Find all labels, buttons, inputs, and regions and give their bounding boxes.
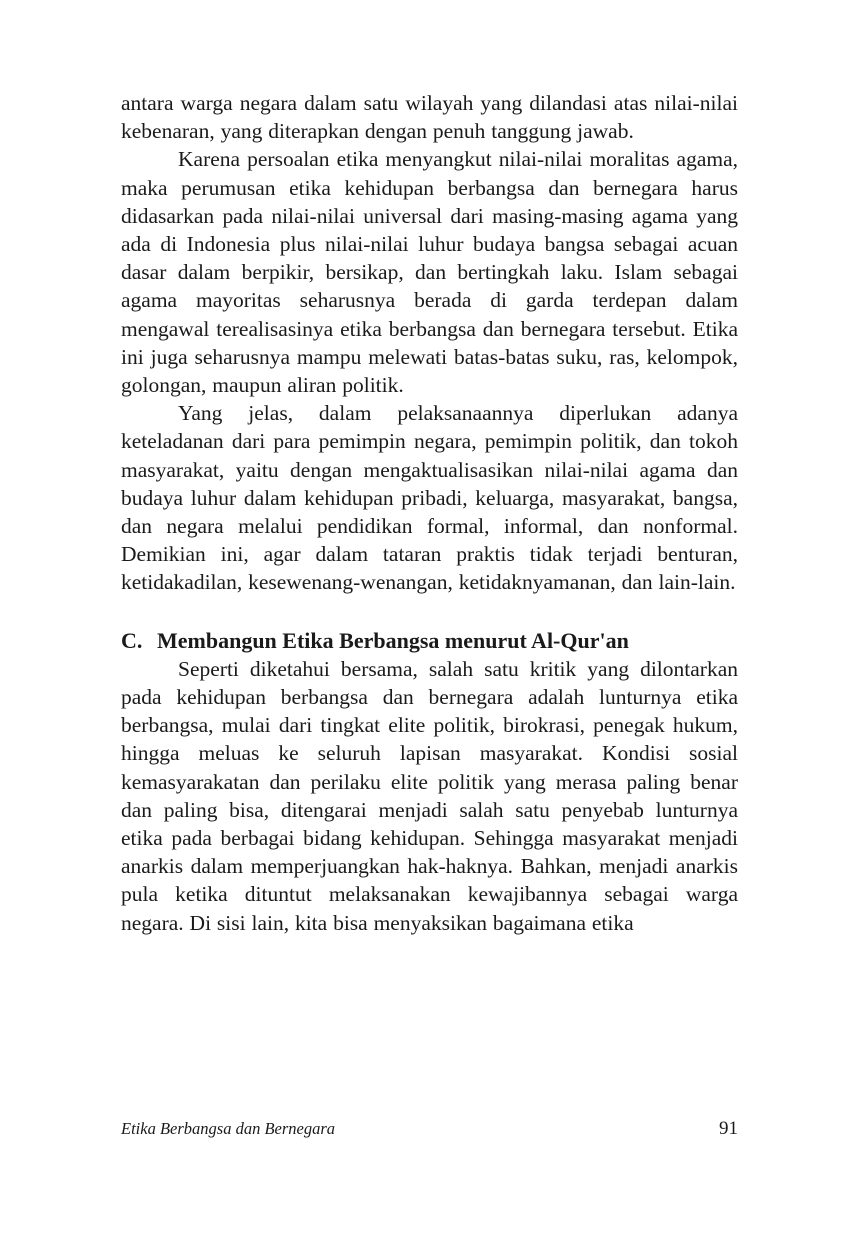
page-footer bbox=[121, 1118, 738, 1140]
section-letter: C. bbox=[121, 627, 143, 653]
paragraph-continuation: antara warga negara dalam satu wilayah yang dilandasi atas nilai-nilai kebenaran, yang diterapkan dengan penuh tanggung jawab. bbox=[121, 91, 738, 144]
footer-book-title: Etika Berbangsa dan Bernegara bbox=[121, 1119, 336, 1138]
paragraph-ethics-religion: Karena persoalan etika menyangkut nilai-nilai moralitas agama, maka perumusan etika kehidupan berbangsa dan bernegara harus didasarkan pada nilai-nilai universal dari masing-masing agama yang ada di Indonesia plus nilai-nilai luhur budaya bangsa sebagai acuan dasar dalam berpikir, bersikap, dan bertingkah laku. Islam sebagai agama mayoritas seharusnya berada di garda terdepan dalam mengawal terealisasinya etika berbangsa dan bernegara tersebut. Etika ini juga seharusnya mampu melewati batas-batas suku, ras, kelompok, golongan, maupun aliran politik. bbox=[121, 147, 738, 398]
page-body bbox=[121, 89, 738, 937]
paragraph-leadership-example: Yang jelas, dalam pelaksanaannya diperlukan adanya keteladanan dari para pemimpin negara, pemimpin politik, dan tokoh masyarakat, yaitu dengan mengaktualisasikan nilai-nilai agama dan budaya luhur dalam kehidupan pribadi, keluarga, masyarakat, bangsa, dan negara melalui pendidikan formal, informal, dan nonformal. Demikian ini, agar dalam tataran praktis tidak terjadi benturan, ketidakadilan, kesewenang-wenangan, ketidaknyamanan, dan lain-lain. bbox=[121, 401, 738, 595]
footer-page-number: 91 bbox=[719, 1118, 738, 1139]
section-title: Membangun Etika Berbangsa menurut Al-Qur'an bbox=[157, 627, 629, 653]
paragraph-ethics-decline: Seperti diketahui bersama, salah satu kritik yang dilontarkan pada kehidupan berbangsa dan bernegara adalah lunturnya etika berbangsa, mulai dari tingkat elite politik, birokrasi, penegak hukum, hingga meluas ke seluruh lapisan masyarakat. Kondisi sosial kemasyarakatan dan perilaku elite politik yang merasa paling benar dan paling bisa, ditengarai menjadi salah satu penyebab lunturnya etika pada berbagai bidang kehidupan. Sehingga masyarakat menjadi anarkis dalam memperjuangkan hak-haknya. Bahkan, menjadi anarkis pula ketika dituntut melaksanakan kewajibannya sebagai warga negara. Di sisi lain, kita bisa menyaksikan bagaimana etika bbox=[121, 656, 738, 935]
section-heading bbox=[121, 627, 738, 655]
